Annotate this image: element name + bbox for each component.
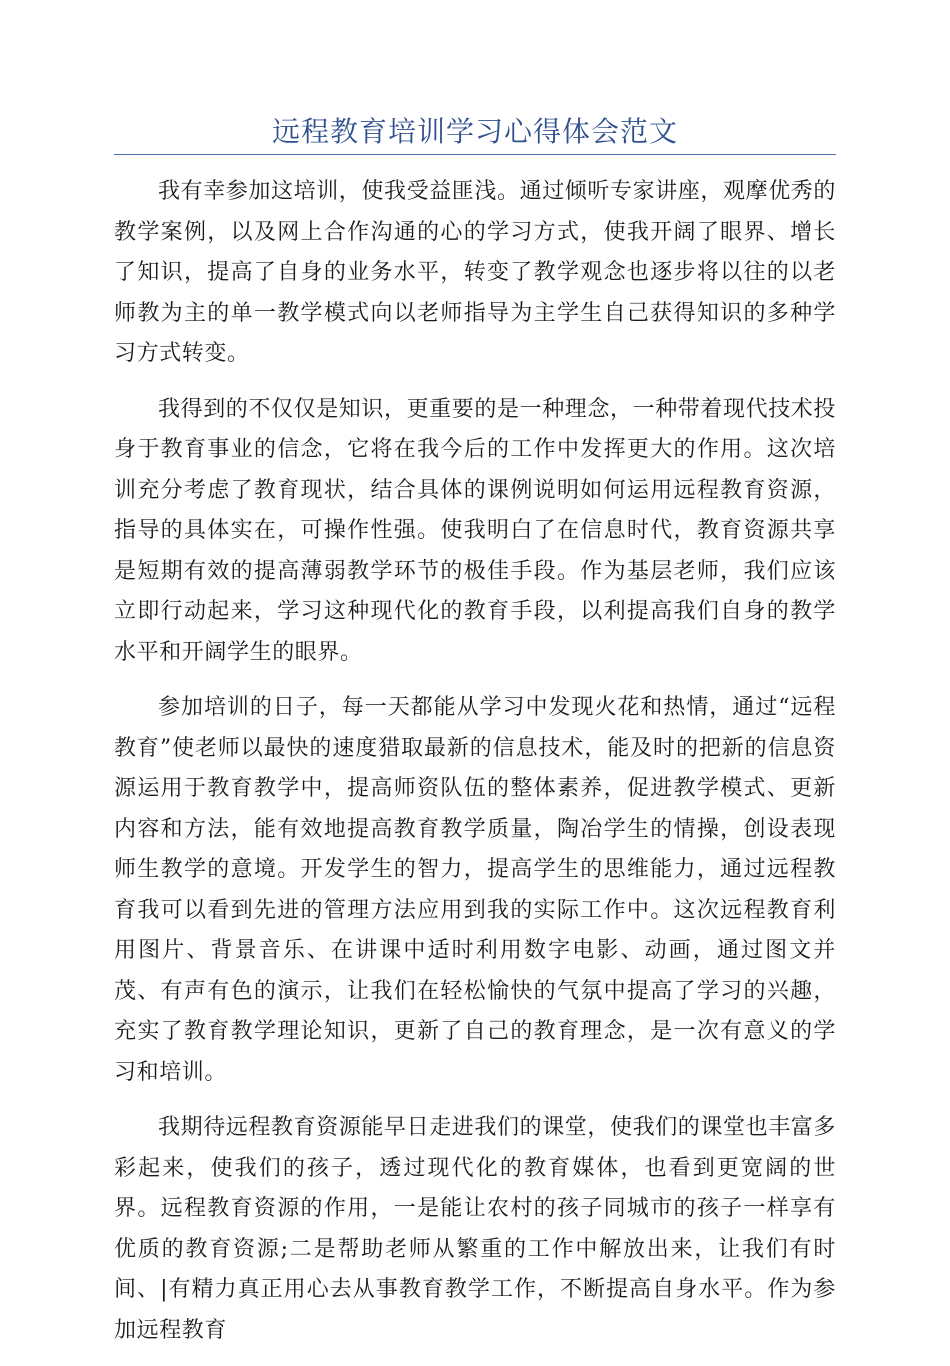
paragraph-4: 我期待远程教育资源能早日走进我们的课堂，使我们的课堂也丰富多彩起来，使我们的孩子，透过现代化的教育媒体，也看到更宽阔的世界。远程教育资源的作用，一是能让农村的孩子同城市的孩子一样享有优质的教育资源;二是帮助老师从繁重的工作中解放出来，让我们有时间、|有精力真正用心去从事教育教学工作，不断提高自身水平。作为参加远程教育 [114,1115,837,1343]
paragraph-3: 参加培训的日子，每一天都能从学习中发现火花和热情，通过“远程教育”使老师以最快的速度猎取最新的信息技术，能及时的把新的信息资源运用于教育教学中，提高师资队伍的整体素养，促进教学模式、更新内容和方法，能有效地提高教育教学质量，陶冶学生的情操，创设表现师生教学的意境。开发学生的智力，提高学生的思维能力，通过远程教育我可以看到先进的管理方法应用到我的实际工作中。这次远程教育利用图片、背景音乐、在讲课中适时利用数字电影、动画，通过图文并茂、有声有色的演示，让我们在轻松愉快的气氛中提高了学习的兴趣，充实了教育教学理论知识，更新了自己的教育理念，是一次有意义的学习和培训。 [114,695,836,1085]
paragraph-1: 我有幸参加这培训，使我受益匪浅。通过倾听专家讲座，观摩优秀的教学案例，以及网上合作沟通的心的学习方式，使我开阔了眼界、增长了知识，提高了自身的业务水平，转变了教学观念也逐步将以往的以老师教为主的单一教学模式向以老师指导为主学生自己获得知识的多种学习方式转变。 [114,179,837,366]
document-title: 远程教育培训学习心得体会范文 [271,115,678,148]
document-body [114,172,836,1366]
title-underline [114,154,836,155]
paragraph-2: 我得到的不仅仅是知识，更重要的是一种理念，一种带着现代技术投身于教育事业的信念，它将在我今后的工作中发挥更大的作用。这次培训充分考虑了教育现状，结合具体的课例说明如何运用远程教育资源，指导的具体实在，可操作性强。使我明白了在信息时代，教育资源共享是短期有效的提高薄弱教学环节的极佳手段。作为基层老师，我们应该立即行动起来，学习这种现代化的教育手段，以利提高我们自身的教学水平和开阔学生的眼界。 [114,396,837,665]
